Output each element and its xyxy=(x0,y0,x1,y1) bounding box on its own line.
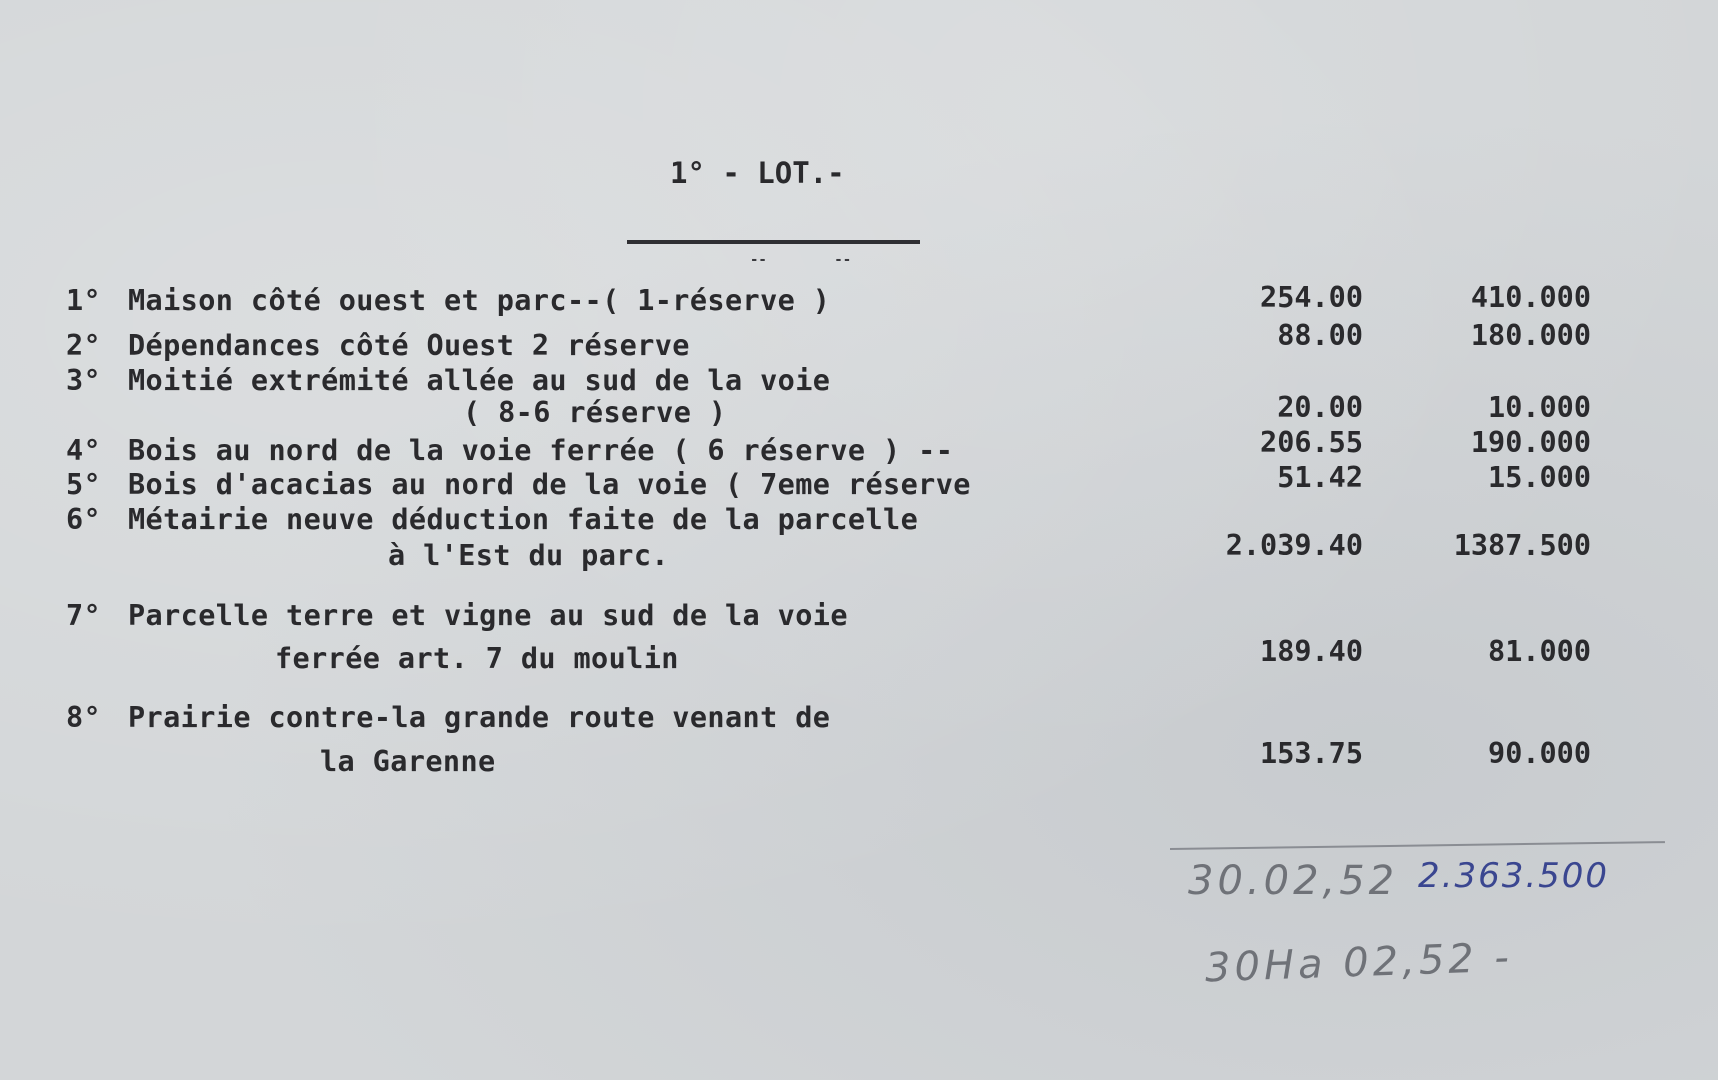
item-value: 15.000 xyxy=(1488,461,1591,494)
item-value: 410.000 xyxy=(1470,281,1591,314)
pencil-total-line xyxy=(1170,841,1665,850)
item-number: 8° xyxy=(66,701,102,734)
separator-ticks: -- -- xyxy=(750,252,852,268)
item-description-continued: la Garenne xyxy=(320,745,496,778)
item-number: 6° xyxy=(66,503,102,536)
item-description: Dépendances côté Ouest 2 réserve xyxy=(128,329,690,362)
item-description-continued: ( 8-6 réserve ) xyxy=(463,396,727,429)
item-description: Maison côté ouest et parc--( 1-réserve ) xyxy=(128,284,831,317)
item-value: 10.000 xyxy=(1488,391,1591,424)
item-number: 7° xyxy=(66,599,102,632)
item-value: 190.000 xyxy=(1470,426,1591,459)
item-area: 2.039.40 xyxy=(1225,529,1363,562)
item-description: Bois d'acacias au nord de la voie ( 7eme réserve xyxy=(128,468,971,501)
item-description: Métairie neuve déduction faite de la parcelle xyxy=(128,503,919,536)
item-area: 254.00 xyxy=(1260,281,1363,314)
pencil-note: 30Ha 02,52 - xyxy=(1204,934,1514,992)
item-area: 206.55 xyxy=(1260,426,1363,459)
item-area: 189.40 xyxy=(1260,635,1363,668)
item-number: 1° xyxy=(66,284,102,317)
item-value: 90.000 xyxy=(1488,737,1591,770)
item-description: Moitié extrémité allée au sud de la voie xyxy=(128,364,831,397)
item-number: 5° xyxy=(66,468,102,501)
item-area: 153.75 xyxy=(1260,737,1363,770)
item-description: Parcelle terre et vigne au sud de la voie xyxy=(128,599,848,632)
ink-total: 2.363.500 xyxy=(1418,856,1610,896)
item-area: 88.00 xyxy=(1277,319,1363,352)
item-value: 1387.500 xyxy=(1453,529,1591,562)
item-number: 4° xyxy=(66,434,102,467)
item-area: 20.00 xyxy=(1277,391,1363,424)
item-description: Prairie contre-la grande route venant de xyxy=(128,701,831,734)
item-description-continued: à l'Est du parc. xyxy=(388,539,669,572)
item-value: 180.000 xyxy=(1470,319,1591,352)
title-underline xyxy=(627,240,920,244)
item-number: 3° xyxy=(66,364,102,397)
item-number: 2° xyxy=(66,329,102,362)
item-description-continued: ferrée art. 7 du moulin xyxy=(275,642,679,675)
item-area: 51.42 xyxy=(1277,461,1363,494)
pencil-total: 30.02,52 xyxy=(1188,858,1399,904)
item-value: 81.000 xyxy=(1488,635,1591,668)
item-description: Bois au nord de la voie ferrée ( 6 réserve ) -- xyxy=(128,434,954,467)
lot-title: 1° - LOT.- xyxy=(670,156,845,190)
